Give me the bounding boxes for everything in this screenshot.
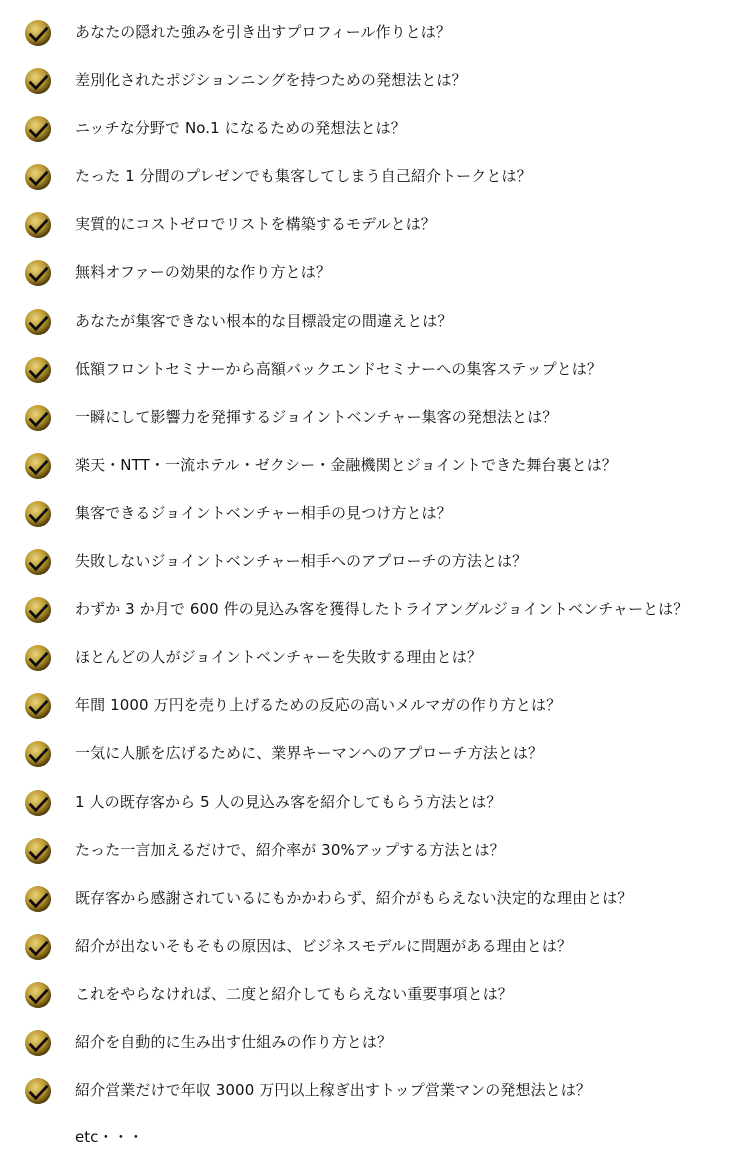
- list-item-text: 実質的にコストゼロでリストを構築するモデルとは？: [75, 215, 436, 234]
- list-item-text: 一瞬にして影響力を発揮するジョイントベンチャー集客の発想法とは？: [75, 407, 558, 426]
- list-item-text: 無料オファーの効果的な作り方とは？: [75, 263, 331, 282]
- check-circle-icon: [24, 740, 52, 768]
- list-item-text: 集客できるジョイントベンチャー相手の見つけ方とは？: [75, 503, 452, 522]
- list-item-text: たった 1 分間のプレゼンでも集客してしまう自己紹介トークとは？: [75, 167, 532, 186]
- list-item-text: あなたが集客できない根本的な目標設定の間違えとは？: [75, 311, 453, 330]
- check-circle-icon: [24, 837, 52, 865]
- list-item: [0, 638, 748, 686]
- list-item-text: 低額フロントセミナーから高額バックエンドセミナーへの集客ステップとは？: [75, 359, 603, 378]
- check-circle-icon: [24, 1077, 52, 1105]
- list-item: [0, 398, 748, 446]
- check-circle-icon: [24, 548, 52, 576]
- check-circle-icon: [24, 933, 52, 961]
- list-item: [0, 446, 748, 494]
- check-circle-icon: [24, 596, 52, 624]
- list-item: [0, 975, 748, 1023]
- list-item: [0, 13, 748, 61]
- list-item: [0, 686, 748, 734]
- list-item: [0, 253, 748, 301]
- list-item: [0, 494, 748, 542]
- check-circle-icon: [24, 981, 52, 1009]
- list-item-text: 紹介を自動的に生み出す仕組みの作り方とは？: [75, 1032, 393, 1051]
- list-item: [0, 157, 748, 205]
- check-circle-icon: [24, 500, 52, 528]
- list-item: [0, 542, 748, 590]
- list-item-text: 紹介が出ないそもそもの原因は、ビジネスモデルに問題がある理由とは？: [75, 936, 573, 955]
- check-circle-icon: [24, 452, 52, 480]
- check-circle-icon: [24, 1029, 52, 1057]
- check-circle-icon: [24, 404, 52, 432]
- check-circle-icon: [24, 789, 52, 817]
- check-circle-icon: [24, 19, 52, 47]
- list-item-text: 1 人の既存客から 5 人の見込み客を紹介してもらう方法とは？: [75, 792, 502, 811]
- list-item-text: ニッチな分野で No.1 になるための発想法とは？: [75, 119, 406, 138]
- check-circle-icon: [24, 259, 52, 287]
- list-item: [0, 879, 748, 927]
- list-item: [0, 61, 748, 109]
- list-item-text: 紹介営業だけで年収 3000 万円以上稼ぎ出すトップ営業マンの発想法とは？: [75, 1081, 591, 1100]
- list-item: [0, 590, 748, 638]
- list-item: [0, 927, 748, 975]
- list-item-text: これをやらなければ、二度と紹介してもらえない重要事項とは？: [75, 984, 513, 1003]
- benefit-list: [0, 13, 748, 1119]
- list-item-text: わずか 3 か月で 600 件の見込み客を獲得したトライアングルジョイントベンチャーとは？: [75, 600, 689, 619]
- list-item-text: ほとんどの人がジョイントベンチャーを失敗する理由とは？: [75, 648, 482, 667]
- list-item: [0, 783, 748, 831]
- list-item-text: たった一言加えるだけで、紹介率が 30%アップする方法とは？: [75, 840, 505, 859]
- list-item: [0, 350, 748, 398]
- check-circle-icon: [24, 211, 52, 239]
- list-item-text: 失敗しないジョイントベンチャー相手へのアプローチの方法とは？: [75, 552, 528, 571]
- etc-text: etc・・・: [75, 1128, 144, 1146]
- check-circle-icon: [24, 308, 52, 336]
- list-item-text: 差別化されたポジションニングを持つための発想法とは？: [75, 71, 467, 90]
- check-circle-icon: [24, 163, 52, 191]
- check-circle-icon: [24, 644, 52, 672]
- list-item-text: 一気に人脈を広げるために、業界キーマンへのアプローチ方法とは？: [75, 744, 544, 763]
- check-circle-icon: [24, 692, 52, 720]
- check-circle-icon: [24, 115, 52, 143]
- check-circle-icon: [24, 885, 52, 913]
- list-item-text: 楽天・NTT・一流ホテル・ゼクシー・金融機関とジョイントできた舞台裏とは？: [75, 455, 617, 474]
- list-item: [0, 831, 748, 879]
- list-item: [0, 1023, 748, 1071]
- list-item: [0, 205, 748, 253]
- list-item: [0, 109, 748, 157]
- list-item-text: 年間 1000 万円を売り上げるための反応の高いメルマガの作り方とは？: [75, 696, 562, 715]
- list-item: [0, 302, 748, 350]
- list-item-text: あなたの隠れた強みを引き出すプロフィール作りとは？: [75, 23, 452, 41]
- list-item: [0, 734, 748, 782]
- check-circle-icon: [24, 356, 52, 384]
- list-item: [0, 1071, 748, 1119]
- list-item-text: 既存客から感謝されているにもかかわらず、紹介がもらえない決定的な理由とは？: [75, 888, 633, 907]
- check-circle-icon: [24, 67, 52, 95]
